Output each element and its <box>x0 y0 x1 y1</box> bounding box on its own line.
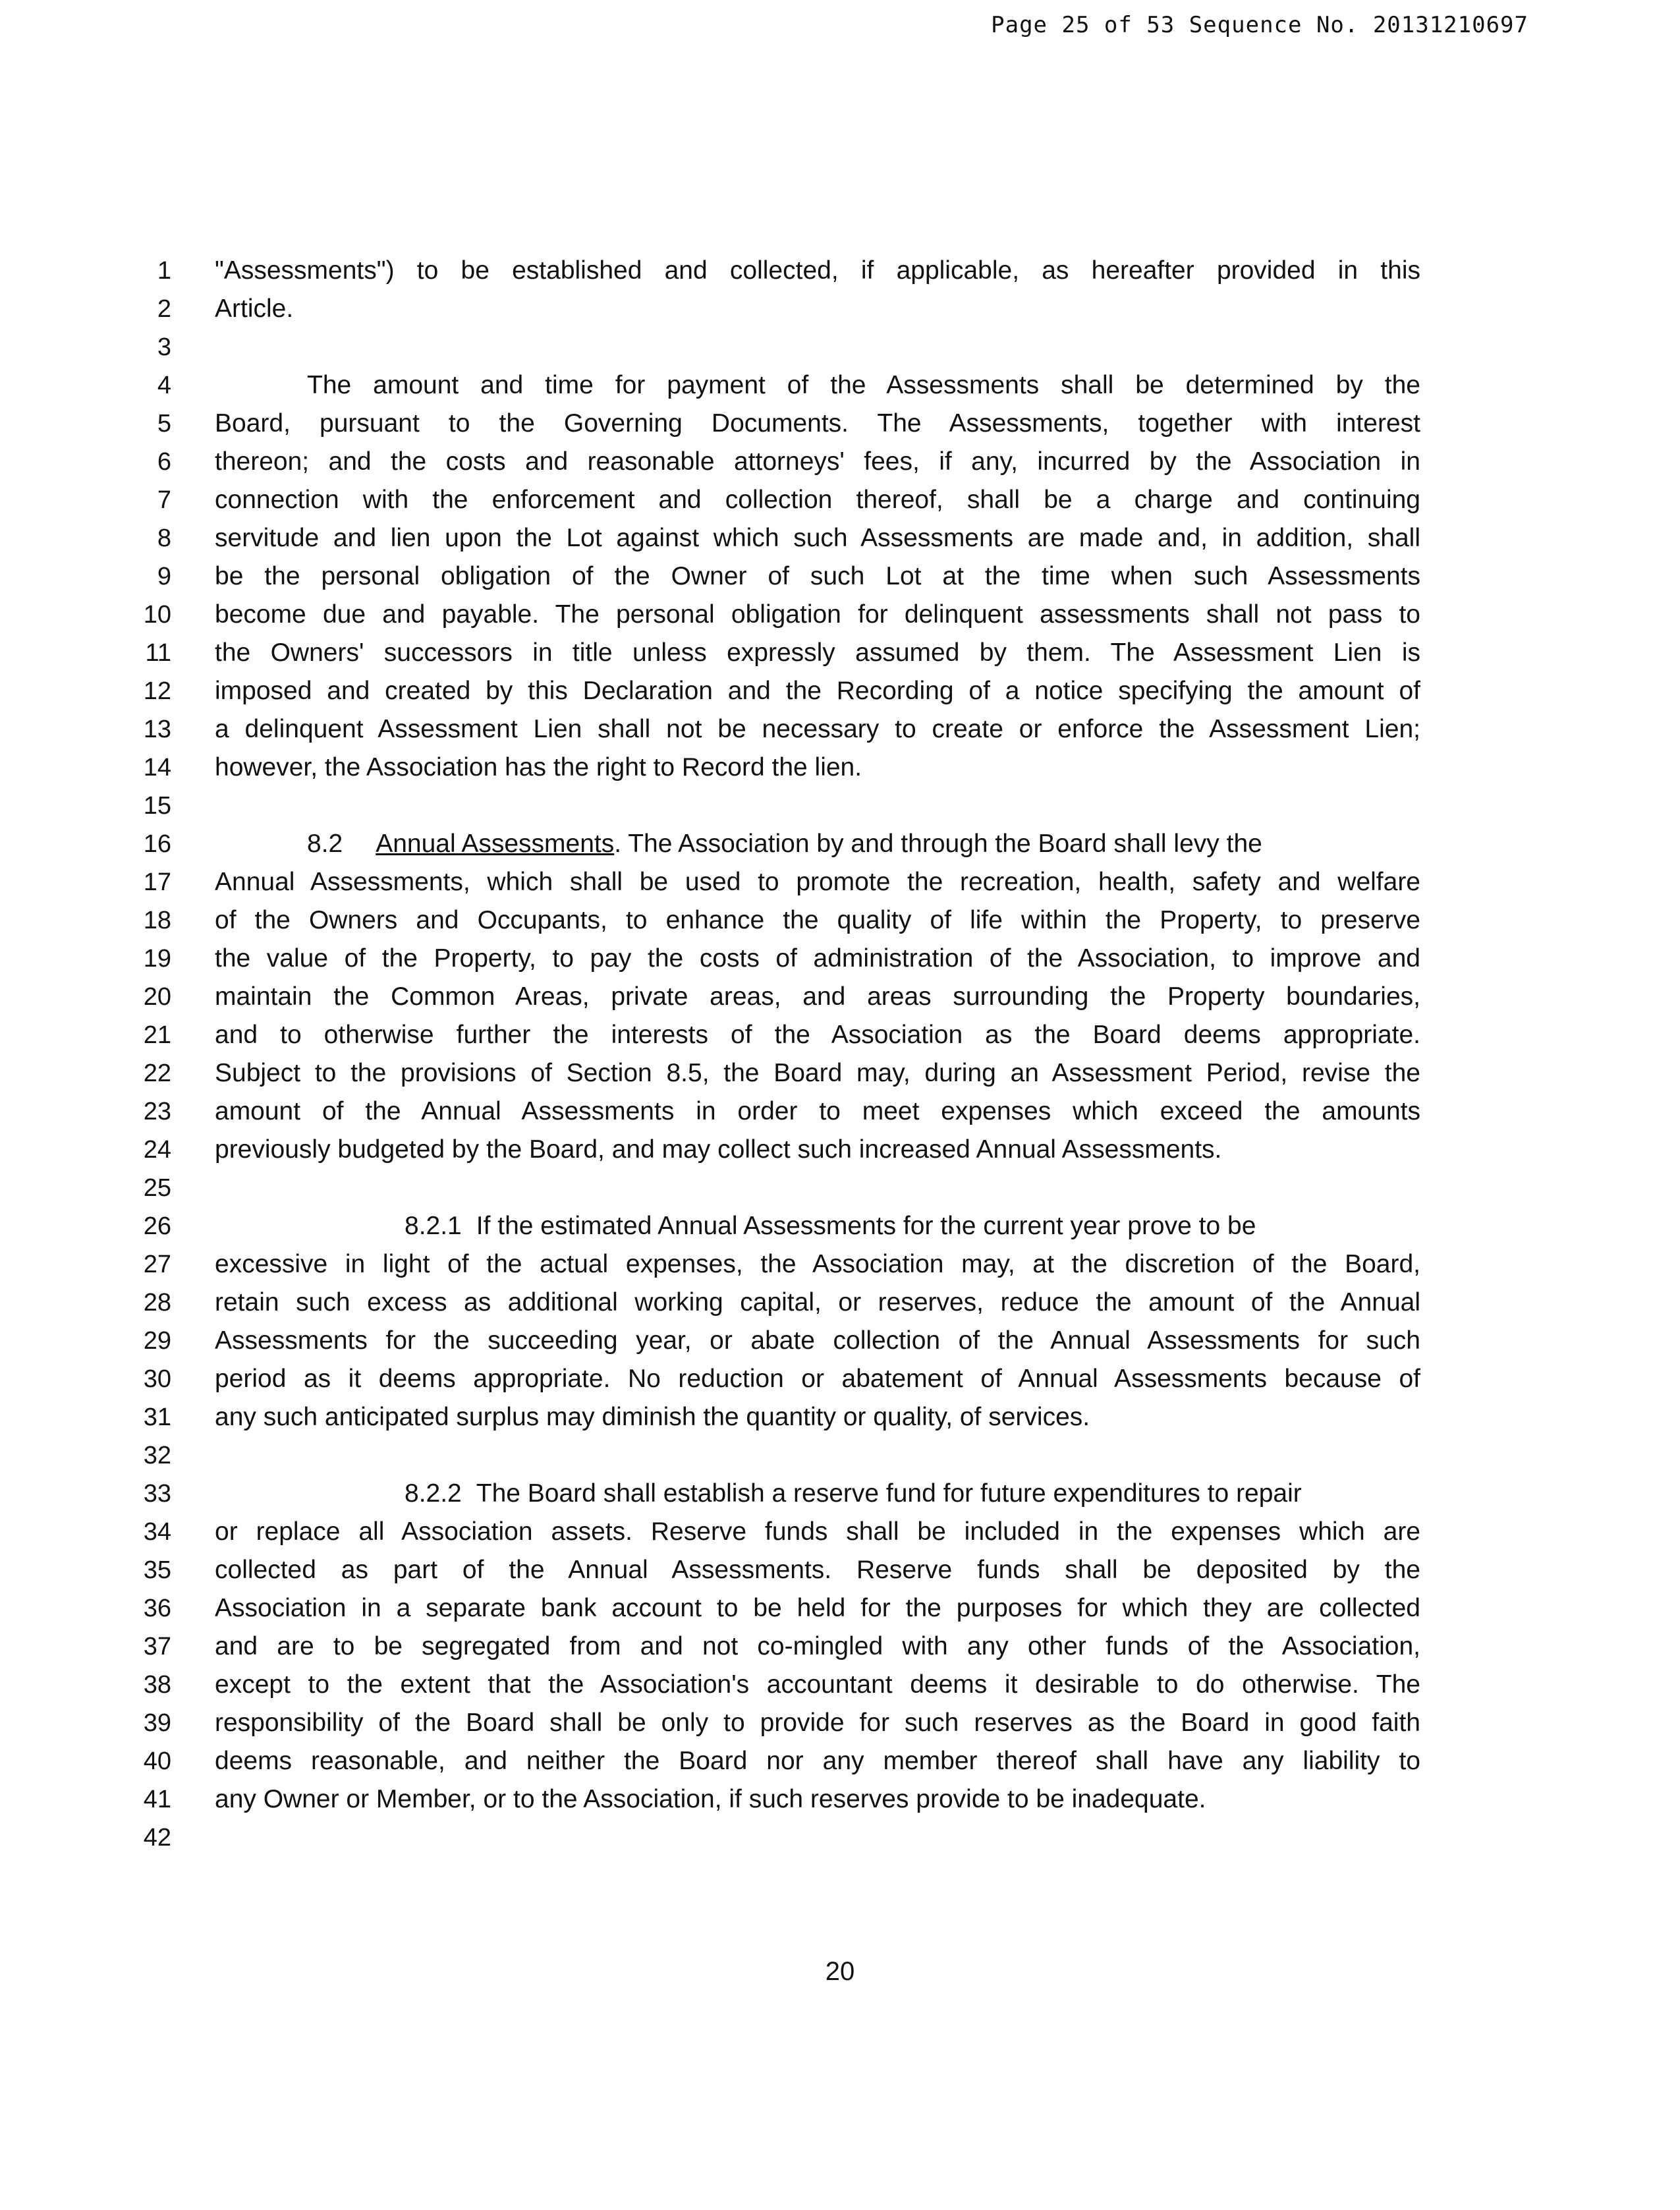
line-number: 2 <box>157 295 171 323</box>
line-number: 1 <box>157 257 171 285</box>
line-number: 21 <box>143 1021 171 1049</box>
line-text: retain such excess as additional working capital, or reserves, reduce the amount of the Annual <box>215 1288 1420 1317</box>
document-line <box>0 901 1680 940</box>
document-line <box>0 749 1680 787</box>
document-line <box>0 557 1680 596</box>
line-text: collected as part of the Annual Assessments. Reserve funds shall be deposited by the <box>215 1556 1420 1584</box>
line-text: however, the Association has the right to Record the lien. <box>215 753 862 781</box>
document-line <box>0 1819 1680 1857</box>
document-line <box>0 1169 1680 1207</box>
line-text: the Owners' successors in title unless expressly assumed by them. The Assessment Lien is <box>215 638 1420 667</box>
line-number: 25 <box>143 1174 171 1202</box>
document-line <box>0 1054 1680 1092</box>
document-line <box>0 366 1680 405</box>
document-line <box>0 596 1680 634</box>
document-line <box>0 1016 1680 1054</box>
line-number: 31 <box>143 1403 171 1431</box>
line-number: 26 <box>143 1212 171 1240</box>
line-text: Assessments for the succeeding year, or abate collection of the Annual Assessments for such <box>215 1326 1420 1355</box>
document-line <box>0 290 1680 328</box>
line-text: the value of the Property, to pay the costs of administration of the Association, to improve and <box>215 944 1420 973</box>
document-line <box>0 1436 1680 1475</box>
line-number: 15 <box>143 792 171 820</box>
line-number: 13 <box>143 716 171 743</box>
line-text <box>215 1207 1420 1245</box>
line-number: 9 <box>157 563 171 590</box>
line-text <box>215 825 1420 863</box>
line-text: a delinquent Assessment Lien shall not be necessary to create or enforce the Assessment Lien; <box>215 715 1420 743</box>
document-line <box>0 1513 1680 1551</box>
document-line <box>0 978 1680 1016</box>
document-line <box>0 1704 1680 1742</box>
line-text: any such anticipated surplus may diminish the quantity or quality, of services. <box>215 1403 1090 1431</box>
line-text: deems reasonable, and neither the Board nor any member thereof shall have any liability to <box>215 1747 1420 1775</box>
document-line <box>0 481 1680 519</box>
document-line <box>0 1131 1680 1169</box>
line-text: and are to be segregated from and not co-mingled with any other funds of the Association, <box>215 1632 1420 1660</box>
section-lead-text: The Board shall establish a reserve fund for future expenditures to repair <box>476 1479 1302 1508</box>
line-number: 38 <box>143 1671 171 1699</box>
document-line <box>0 1207 1680 1245</box>
line-number: 39 <box>143 1709 171 1737</box>
line-number: 30 <box>143 1365 171 1393</box>
line-text: imposed and created by this Declaration and the Recording of a notice specifying the amount of <box>215 677 1420 705</box>
line-text: Board, pursuant to the Governing Documents. The Assessments, together with interest <box>215 409 1420 438</box>
line-number: 35 <box>143 1556 171 1584</box>
document-line <box>0 1398 1680 1436</box>
document-line <box>0 252 1680 290</box>
line-text: maintain the Common Areas, private areas, and areas surrounding the Property boundaries, <box>215 982 1420 1011</box>
document-line <box>0 328 1680 366</box>
line-text: or replace all Association assets. Reserve funds shall be included in the expenses which are <box>215 1517 1420 1546</box>
document-line <box>0 1284 1680 1322</box>
document-line <box>0 634 1680 672</box>
line-text: "Assessments") to be established and collected, if applicable, as hereafter provided in this <box>215 256 1420 285</box>
line-text: Annual Assessments, which shall be used to promote the recreation, health, safety and welfare <box>215 868 1420 896</box>
document-line <box>0 863 1680 901</box>
line-text: Article. <box>215 295 294 323</box>
line-text: responsibility of the Board shall be only to provide for such reserves as the Board in good faith <box>215 1709 1420 1737</box>
section-title: Annual Assessments <box>376 830 615 858</box>
line-text: be the personal obligation of the Owner of such Lot at the time when such Assessments <box>215 562 1420 590</box>
line-text: of the Owners and Occupants, to enhance the quality of life within the Property, to preserve <box>215 906 1420 934</box>
line-number: 36 <box>143 1595 171 1622</box>
line-text: Subject to the provisions of Section 8.5, the Board may, during an Assessment Period, revise the <box>215 1059 1420 1087</box>
line-number: 37 <box>143 1633 171 1660</box>
line-number: 20 <box>143 983 171 1011</box>
page-header: Page 25 of 53 Sequence No. 20131210697 <box>991 12 1528 38</box>
line-number: 3 <box>157 333 171 361</box>
page-number: 20 <box>825 1957 855 1986</box>
document-line <box>0 672 1680 710</box>
line-text: thereon; and the costs and reasonable attorneys' fees, if any, incurred by the Association in <box>215 447 1420 476</box>
line-number: 4 <box>157 372 171 399</box>
document-line <box>0 1551 1680 1589</box>
line-number: 32 <box>143 1442 171 1469</box>
document-line <box>0 1780 1680 1819</box>
document-line <box>0 1092 1680 1131</box>
document-line <box>0 825 1680 863</box>
document-line <box>0 1589 1680 1628</box>
section-number: 8.2.2 <box>405 1479 462 1508</box>
line-number: 27 <box>143 1251 171 1278</box>
section-number: 8.2 <box>307 830 343 858</box>
line-number: 40 <box>143 1747 171 1775</box>
section-number: 8.2.1 <box>405 1212 462 1240</box>
document-line <box>0 1322 1680 1360</box>
document-line <box>0 1628 1680 1666</box>
line-number: 24 <box>143 1136 171 1164</box>
line-number: 17 <box>143 868 171 896</box>
document-line <box>0 1666 1680 1704</box>
line-number: 19 <box>143 945 171 973</box>
document-line <box>0 405 1680 443</box>
line-text: any Owner or Member, or to the Association, if such reserves provide to be inadequate. <box>215 1785 1206 1813</box>
document-line <box>0 1742 1680 1780</box>
section-lead-text: . The Association by and through the Board shall levy the <box>614 830 1262 858</box>
line-number: 42 <box>143 1824 171 1852</box>
document-line <box>0 1475 1680 1513</box>
line-number: 14 <box>143 754 171 781</box>
line-number: 18 <box>143 907 171 934</box>
line-text: previously budgeted by the Board, and may collect such increased Annual Assessments. <box>215 1135 1222 1164</box>
line-text: The amount and time for payment of the Assessments shall be determined by the <box>307 371 1420 399</box>
line-number: 10 <box>143 601 171 629</box>
line-text: and to otherwise further the interests of the Association as the Board deems appropriate. <box>215 1021 1420 1049</box>
line-number: 28 <box>143 1289 171 1317</box>
line-number: 8 <box>157 524 171 552</box>
line-number: 12 <box>143 677 171 705</box>
line-number: 33 <box>143 1480 171 1508</box>
line-number: 41 <box>143 1786 171 1813</box>
document-line <box>0 443 1680 481</box>
line-text <box>215 1475 1420 1513</box>
document-line <box>0 710 1680 749</box>
document-line <box>0 1360 1680 1398</box>
line-text: connection with the enforcement and collection thereof, shall be a charge and continuing <box>215 486 1420 514</box>
line-number: 22 <box>143 1060 171 1087</box>
document-line <box>0 519 1680 557</box>
document-line <box>0 1245 1680 1284</box>
line-text: period as it deems appropriate. No reduction or abatement of Annual Assessments because of <box>215 1365 1420 1393</box>
line-text: Association in a separate bank account to be held for the purposes for which they are collected <box>215 1594 1420 1622</box>
line-text: become due and payable. The personal obligation for delinquent assessments shall not pass to <box>215 600 1420 629</box>
line-number: 7 <box>157 486 171 514</box>
section-lead-text: If the estimated Annual Assessments for the current year prove to be <box>476 1212 1256 1240</box>
line-text: servitude and lien upon the Lot against which such Assessments are made and, in addition, shall <box>215 524 1420 552</box>
line-text: excessive in light of the actual expenses, the Association may, at the discretion of the Board, <box>215 1250 1420 1278</box>
line-text: amount of the Annual Assessments in order to meet expenses which exceed the amounts <box>215 1097 1420 1125</box>
line-number: 23 <box>143 1098 171 1125</box>
line-number: 34 <box>143 1518 171 1546</box>
line-number: 5 <box>157 410 171 438</box>
line-number: 29 <box>143 1327 171 1355</box>
document-line <box>0 787 1680 825</box>
document-line <box>0 940 1680 978</box>
line-text: except to the extent that the Association's accountant deems it desirable to do otherwise. The <box>215 1670 1420 1699</box>
line-number: 11 <box>145 639 171 667</box>
line-number: 6 <box>157 448 171 476</box>
line-number: 16 <box>143 830 171 858</box>
